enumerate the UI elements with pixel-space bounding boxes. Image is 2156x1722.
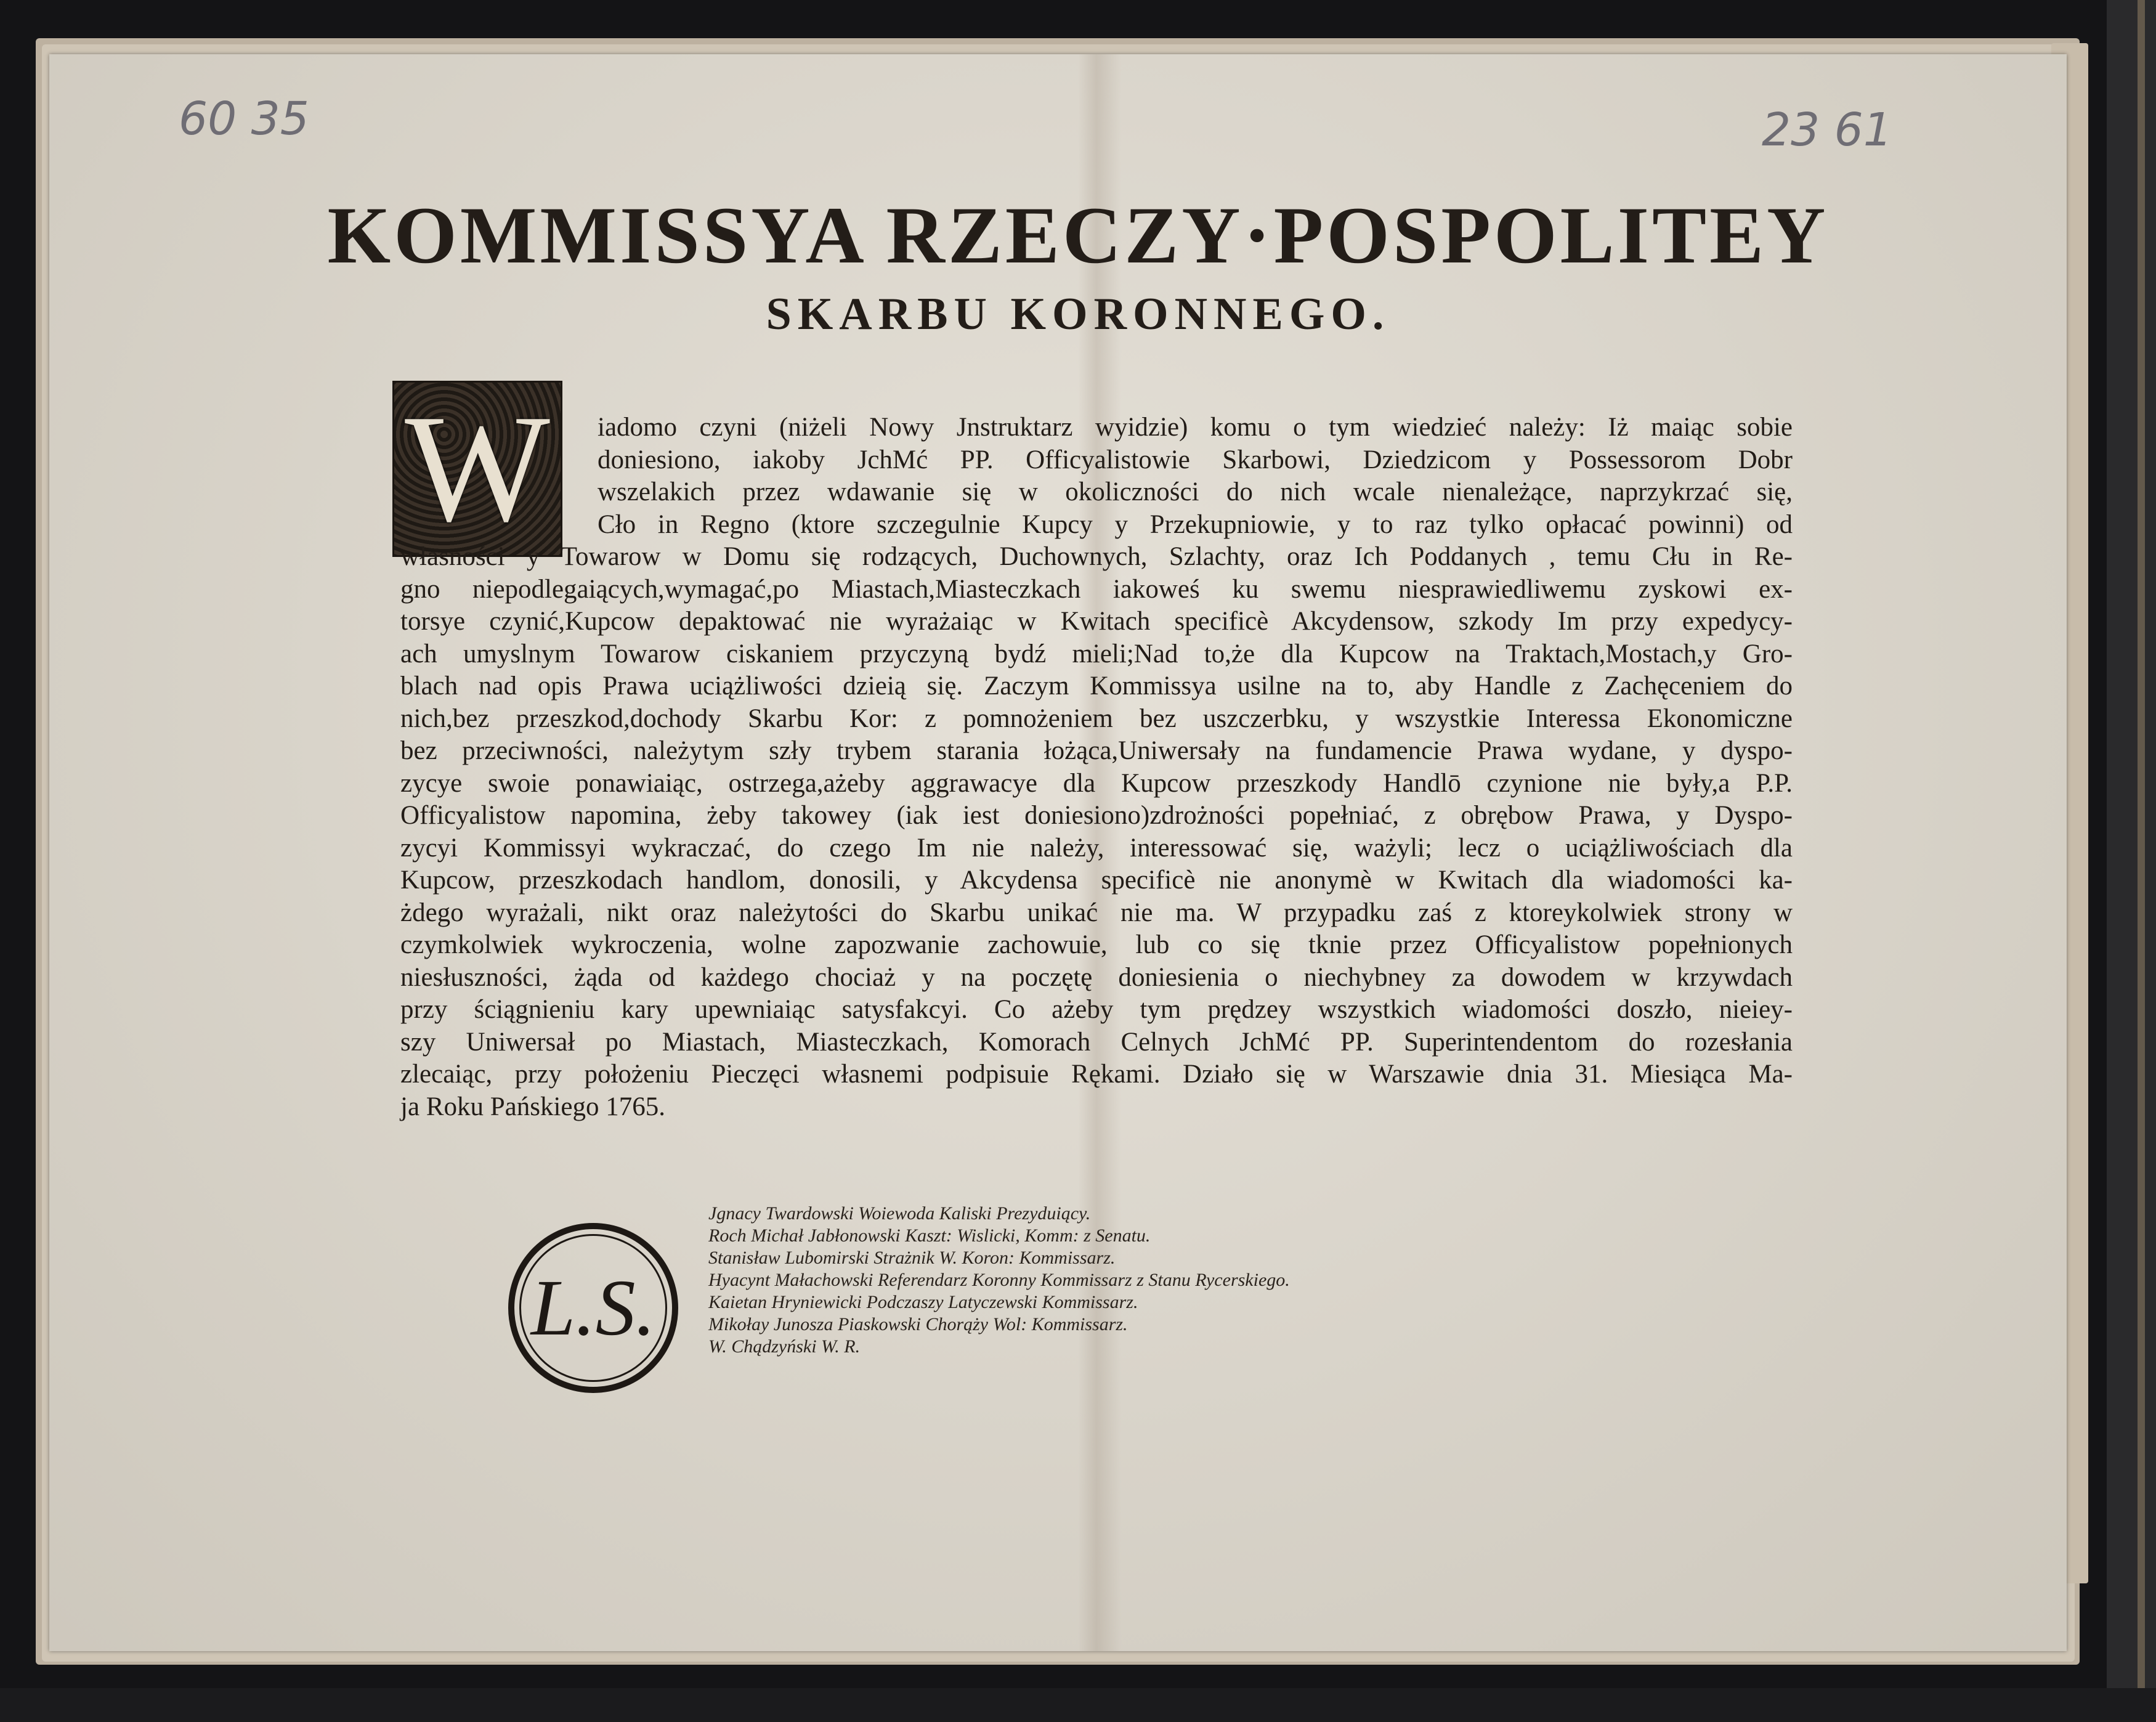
body-line: zycye swoie ponawiaiąc, ostrzega,ażeby aggrawacye dla Kupcow przeszkody Handlō czynione nie były,a P.P. [400, 768, 1793, 798]
body-line: bez przeciwności, należytym szły trybem starania łożąca,Uniwersały na fundamencie Prawa wydane, y dyspo- [400, 736, 1793, 765]
body-line: torsye czynić,Kupcow depaktować nie wyrażaiąc w Kwitach specificè Akcydensow, szkody Im przy expedycy- [400, 607, 1793, 636]
document-subtitle: SKARBU KORONNEGO. [766, 289, 1390, 339]
body-line: zlecaiąc, przy położeniu Pieczęci własnemi podpisuie Rękami. Działo się w Warszawie dnia 31. Miesiąca Ma- [400, 1060, 1793, 1089]
body-line: wszelakich przez wdawanie się w okoliczności do nich wcale nienależące, naprzykrzać się, [598, 477, 1793, 506]
signatory-line: Mikołay Junosza Piaskowski Chorąży Wol: Kommissarz. [708, 1314, 1128, 1334]
body-line: doniesiono, iakoby JchMć PP. Officyalistowie Skarbowi, Dziedzicom y Possessorom Dobr [598, 445, 1793, 474]
signatory-line: Hyacynt Małachowski Referendarz Koronny Kommissarz z Stanu Rycerskiego. [708, 1270, 1290, 1290]
pencil-mark-left: 60 35 [179, 92, 309, 145]
backdrop-bottom [0, 1688, 2156, 1722]
body-line: szy Uniwersał po Miastach, Miasteczkach, Komorach Celnych JchMć PP. Superintendentom do rozesłania [400, 1027, 1793, 1057]
body-line: ach umyslnym Towarow ciskaniem przyczyną bydź mieli;Nad to,że dla Kupcow na Traktach,Mostach,y Gro- [400, 639, 1793, 668]
body-line: nich,bez przeszkod,dochody Skarbu Kor: z pomnożeniem bez uszczerbku, y wszystkie Interessa Ekonomiczne [400, 704, 1793, 733]
body-line: gno niepodlegaiących,wymagać,po Miastach,Miasteczkach iakoweś ku swemu niesprawiedliwemu zyskowi ex- [400, 574, 1793, 604]
body-line: iadomo czyni (niżeli Nowy Jnstruktarz wyidzie) komu o tym wiedzieć należy: Iż maiąc sobie [598, 413, 1793, 442]
signatory-line: Stanisław Lubomirski Strażnik W. Koron: Kommissarz. [708, 1248, 1116, 1268]
drop-cap-letter: W [405, 383, 550, 554]
body-line: czymkolwiek wykroczenia, wolne zapozwanie zachowuie, lub co się tknie przez Officyalistow popełnionych [400, 930, 1793, 959]
body-line: zycyi Kommissyi wykraczać, do czego Im nie należy, interessować się, ważyli; lecz o uciążliwościach dla [400, 833, 1793, 863]
document-title: KOMMISSYA RZECZY·POSPOLITEY [327, 190, 1829, 280]
signatory-list [708, 1203, 1571, 1358]
body-line: Officyalistow napomina, żeby takowey (iak iest doniesiono)zdrożności popełniać, z obrębow Prawa, y Dyspo- [400, 801, 1793, 830]
body-line: blach nad opis Prawa uciążliwości dzieią się. Zaczym Kommissya usilne na to, aby Handle z Zachęceniem do [400, 672, 1793, 701]
body-line: niesłuszności, żąda od każdego chociaż y na poczętę doniesienia o niechybney za dowodem w krzywdach [400, 962, 1793, 992]
signatory-line: Jgnacy Twardowski Woiewoda Kaliski Prezyduiący. [708, 1203, 1091, 1224]
body-line: własności y Towarow w Domu się rodzących, Duchownych, Szlachty, oraz Ich Poddanych , temu Cłu in Re- [400, 542, 1793, 571]
pencil-mark-right: 23 61 [1762, 104, 1892, 156]
signatory-line: W. Chądzyński W. R. [708, 1336, 861, 1357]
body-line: Kupcow, przeszkodach handlom, donosili, y Akcydensa specificè nie anonymè w Kwitach dla wiadomości ka- [400, 866, 1793, 895]
signatory-line: Kaietan Hryniewicki Podczaszy Latyczewski Kommissarz. [708, 1292, 1138, 1312]
body-line: Cło in Regno (ktore szczegulnie Kupcy y Przekupniowie, y to raz tylko opłacać powinni) od [598, 510, 1793, 539]
document-body [400, 412, 1793, 1123]
body-line: żdego wyrażali, nikt oraz należytości do Skarbu unikać nie ma. W przypadku zaś z ktoreykolwiek strony w [400, 898, 1793, 927]
seal-circle [508, 1223, 678, 1393]
signatory-line: Roch Michał Jabłonowski Kaszt: Wislicki, Komm: z Senatu. [708, 1225, 1151, 1246]
body-line: ja Roku Pańskiego 1765. [400, 1092, 665, 1121]
seal-text: L.S. [530, 1264, 656, 1352]
body-line: przy ściągnieniu kary upewniaiąc satysfakcyi. Co ażeby tym prędzey wszystkich wiadomości doszło, nieiey- [400, 995, 1793, 1024]
